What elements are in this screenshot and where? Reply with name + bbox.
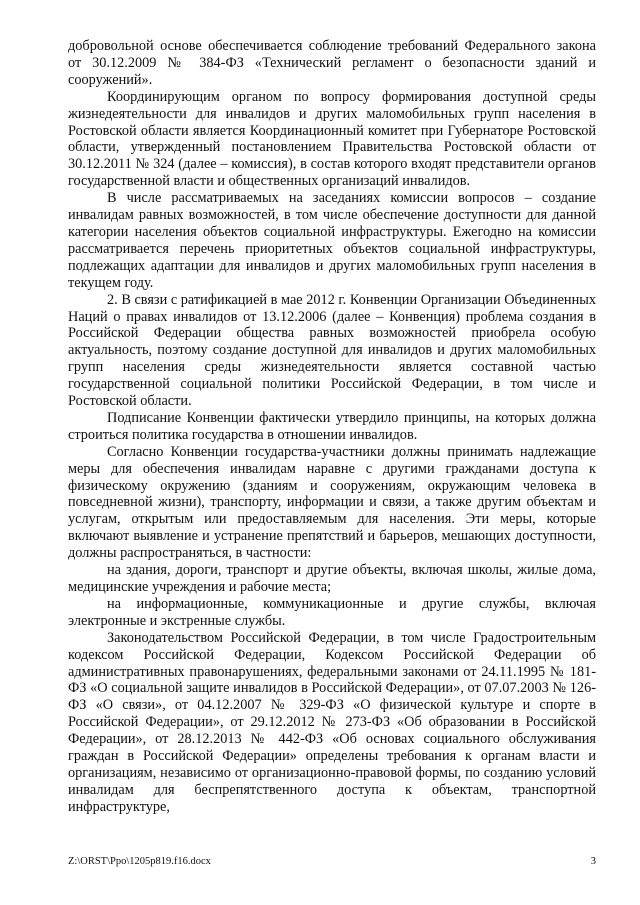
paragraph-4: 2. В связи с ратификацией в мае 2012 г. Конвенции Организации Объединенных Наций о правах инвалидов от 13.12.2006 (далее – Конвенция) проблема создания в Российской Федерации общества равных возможностей приобрела особую актуальность, поэтому создание доступной для инвалидов и других маломобильных групп населения среды жизнедеятельности является составной частью государственной социальной политики Российской Федерации, в том числе и Ростовской области. bbox=[68, 291, 596, 410]
paragraph-9: Законодательством Российской Федерации, в том числе Градостроительным кодексом Российской Федерации, Кодексом Российской Федерации об административных правонарушениях, федеральными законами от 24.11.1995 № 181-ФЗ «О социальной защите инвалидов в Российской Федерации», от 07.07.2003 № 126-ФЗ «О связи», от 04.12.2007 № 329-ФЗ «О физической культуре и спорте в Российской Федерации», от 29.12.2012 № 273-ФЗ «Об образовании в Российской Федерации», от 28.12.2013 № 442-ФЗ «Об основах социального обслуживания граждан в Российской Федерации» определены требования к органам власти и организациям, независимо от организационно-правовой формы, по созданию условий инвалидам для беспрепятственного доступа к объектам, транспортной инфраструктуре, bbox=[68, 629, 596, 815]
paragraph-3: В числе рассматриваемых на заседаниях комиссии вопросов – создание инвалидам равных возможностей, в том числе обеспечение доступности для данной категории населения объектов социальной инфраструктуры. Ежегодно на комиссии рассматривается перечень приоритетных объектов социальной инфраструктуры, подлежащих адаптации для инвалидов и других маломобильных групп населения в текущем году. bbox=[68, 190, 596, 291]
page-number: 3 bbox=[590, 856, 596, 867]
paragraph-7: на здания, дороги, транспорт и другие объекты, включая школы, жилые дома, медицинские учреждения и рабочие места; bbox=[68, 562, 596, 595]
paragraph-1: добровольной основе обеспечивается соблюдение требований Федерального закона от 30.12.2009 № 384-ФЗ «Технический регламент о безопасности зданий и сооружений». bbox=[68, 38, 596, 88]
paragraph-5: Подписание Конвенции фактически утвердило принципы, на которых должна строиться политика государства в отношении инвалидов. bbox=[68, 409, 596, 443]
footer-file-path: Z:\ORST\Ppo\1205p819.f16.docx bbox=[68, 856, 211, 867]
page-footer bbox=[68, 856, 596, 868]
paragraph-6: Согласно Конвенции государства-участники должны принимать надлежащие меры для обеспечения инвалидам наравне с другими гражданами доступа к физическому окружению (зданиям и сооружениям, окружающим человека в повседневной жизни), транспорту, информации и связи, а также другим объектам и услугам, открытым или предоставляемым для населения. Эти меры, которые включают выявление и устранение препятствий и барьеров, мешающих доступности, должны распространяться, в частности: bbox=[68, 443, 596, 562]
paragraph-8: на информационные, коммуникационные и другие службы, включая электронные и экстренные службы. bbox=[68, 595, 596, 629]
paragraph-2: Координирующим органом по вопросу формирования доступной среды жизнедеятельности для инвалидов и других маломобильных групп населения в Ростовской области является Координационный комитет при Губернаторе Ростовской области, утвержденный постановлением Правительства Ростовской области от 30.12.2011 № 324 (далее – комиссия), в состав которого входят представители органов государственной власти и общественных организаций инвалидов. bbox=[68, 88, 596, 190]
body-text bbox=[68, 38, 596, 816]
